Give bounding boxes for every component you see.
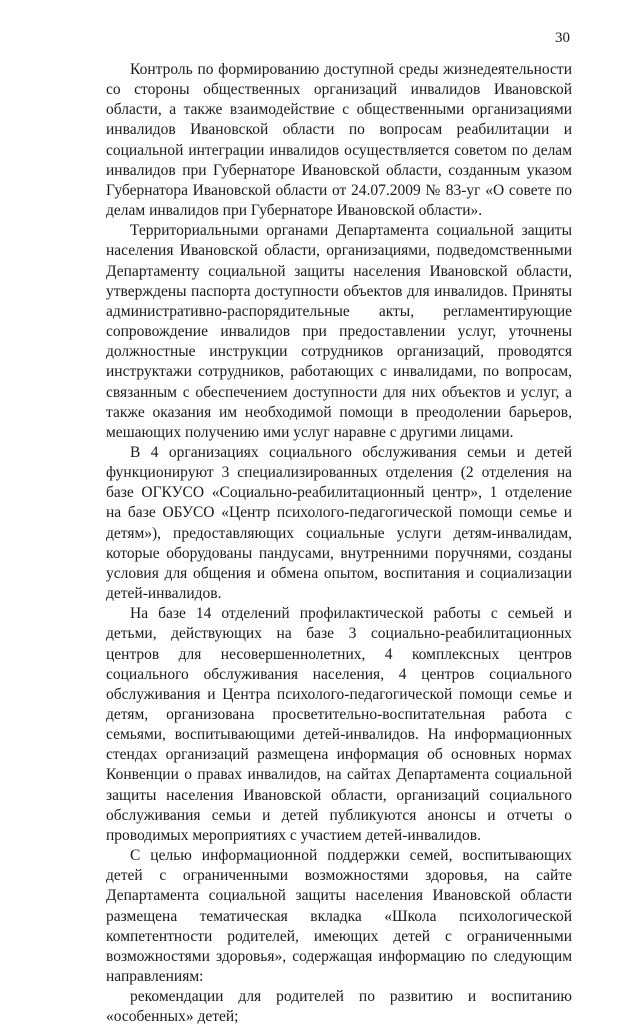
paragraph-recommendations: рекомендации для родителей по развитию и воспитанию «особенных» детей; [106, 988, 572, 1026]
paragraph-control-disability-council: Контроль по формированию доступной среды жизнедеятельности со стороны общественных организаций инвалидов Ивановской области, а также взаимодействие с общественными организациями инвалидов Ивановской области по вопросам реабилитации и социальной интеграции инвалидов осуществляется советом по делам инвалидов при Губернаторе Ивановской области, созданным указом Губернатора Ивановской области от 24.07.2009 № 83-уг «О совете по делам инвалидов при Губернаторе Ивановской области». [106, 61, 572, 220]
page-number: 30 [555, 30, 570, 46]
paragraph-information-support: С целью информационной поддержки семей, воспитывающих детей с ограниченными возможностями здоровья, на сайте Департамента социальной защиты населения Ивановской области размещена тематическая вкладка «Школа психологической компетентности родителей, имеющих детей с ограниченными возможностями здоровья», содержащая информацию по следующим направлениям: [106, 847, 572, 986]
document-body [106, 60, 572, 1028]
paragraph-specialized-departments: В 4 организациях социального обслуживания семьи и детей функционируют 3 специализированных отделения (2 отделения на базе ОГКУСО «Социально-реабилитационный центр», 1 отделение на базе ОБУСО «Центр психолого-педагогической помощи семье и детям»), предоставляющих социальные услуги детям-инвалидам, которые оборудованы пандусами, внутренними поручнями, созданы условия для общения и обмена опытом, воспитания и социализации детей-инвалидов. [106, 443, 572, 603]
paragraph-accessibility-passports: Территориальными органами Департамента социальной защиты населения Ивановской области, организациями, подведомственными Департаменту социальной защиты населения Ивановской области, утверждены паспорта доступности объектов для инвалидов. Приняты административно-распорядительные акты, регламентирующие сопровождение инвалидов при предоставлении услуг, уточнены должностные инструкции сотрудников организаций, проводятся инструктажи сотрудников, работающих с инвалидами, по вопросам, связанным с обеспечением доступности для них объектов и услуг, а также оказания им необходимой помощи в преодолении барьеров, мешающих получению ими услуг наравне с другими лицами. [106, 222, 572, 441]
paragraph-prevention-work: На базе 14 отделений профилактической работы с семьей и детьми, действующих на базе 3 социально-реабилитационных центров для несовершеннолетних, 4 комплексных центров социального обслуживания населения, 4 центров социального обслуживания и Центра психолого-педагогической помощи семье и детям, организована просветительно-воспитательная работа с семьями, воспитывающими детей-инвалидов. На информационных стендах организаций размещена информация об основных нормах Конвенции о правах инвалидов, на сайтах Департамента социальной защиты населения Ивановской области, организаций социального обслуживания семьи и детей публикуются анонсы и отчеты о проводимых мероприятиях с участием детей-инвалидов. [106, 605, 572, 844]
